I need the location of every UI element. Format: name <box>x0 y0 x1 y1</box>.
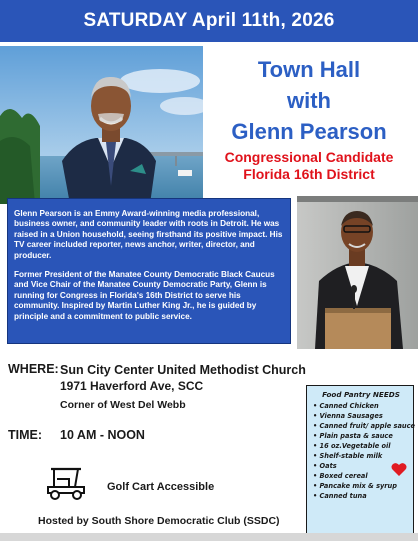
list-item: • Canned fruit/ apple sauce <box>313 422 415 430</box>
candidate-name: Glenn Pearson <box>231 119 387 144</box>
venue-address: 1971 Haverford Ave, SCC <box>60 379 204 393</box>
list-item: • 16 oz.Vegetable oil <box>313 442 391 450</box>
food-pantry-list <box>313 401 415 501</box>
food-pantry-title: Food Pantry NEEDS <box>322 390 400 399</box>
candidate-role: Congressional Candidate <box>224 149 394 165</box>
list-item: • Vienna Sausages <box>313 412 383 420</box>
list-item: • Plain pasta & sauce <box>313 432 393 440</box>
golf-cart-icon <box>45 465 87 501</box>
list-item: • Canned Chicken <box>313 402 379 410</box>
event-date: SATURDAY April 11th, 2026 <box>83 10 335 31</box>
date-banner <box>0 0 418 42</box>
golf-cart-accessible-label: Golf Cart Accessible <box>107 481 215 493</box>
venue-cross-street: Corner of West Del Webb <box>60 399 186 411</box>
time-label: TIME: <box>8 428 43 442</box>
list-item: • Boxed cereal <box>313 472 368 480</box>
candidate-photo-podium <box>297 196 418 349</box>
food-pantry-box <box>306 385 414 535</box>
event-title: Town Hall <box>257 57 361 82</box>
event-title-with: with <box>287 88 331 113</box>
time-value: 10 AM - NOON <box>60 428 145 442</box>
where-label: WHERE: <box>8 362 59 376</box>
candidate-district: Florida 16th District <box>243 166 375 182</box>
candidate-photo-waterfront <box>0 46 203 204</box>
list-item: • Canned tuna <box>313 492 367 500</box>
candidate-bio <box>7 198 291 344</box>
list-item: • Shelf-stable milk <box>313 452 383 460</box>
hosted-by: Hosted by South Shore Democratic Club (SSDC) <box>38 515 280 527</box>
bio-paragraph-2: Former President of the Manatee County Democratic Black Caucus and Vice Chair of the Manatee County Democratic Party, Glenn is running for Congress in Florida's 16th District to serve his community. Inspired by Martin Luther King Jr., he is guided by principle and a commitment to public service. <box>14 270 275 321</box>
bottom-divider <box>0 533 418 541</box>
list-item: • Pancake mix & syrup <box>313 482 397 490</box>
bio-paragraph-1: Glenn Pearson is an Emmy Award-winning media professional, business owner, and community leader with roots in Detroit. He was raised in a Union household, seeing firsthand its positive impact. His TV career included reporter, news anchor, writer, director, and producer. <box>14 209 283 260</box>
list-item: • Oats <box>313 462 337 470</box>
venue-name: Sun City Center United Methodist Church <box>60 363 306 377</box>
event-title-block <box>200 56 418 183</box>
heart-icon <box>391 462 407 477</box>
venue-info <box>60 362 306 413</box>
